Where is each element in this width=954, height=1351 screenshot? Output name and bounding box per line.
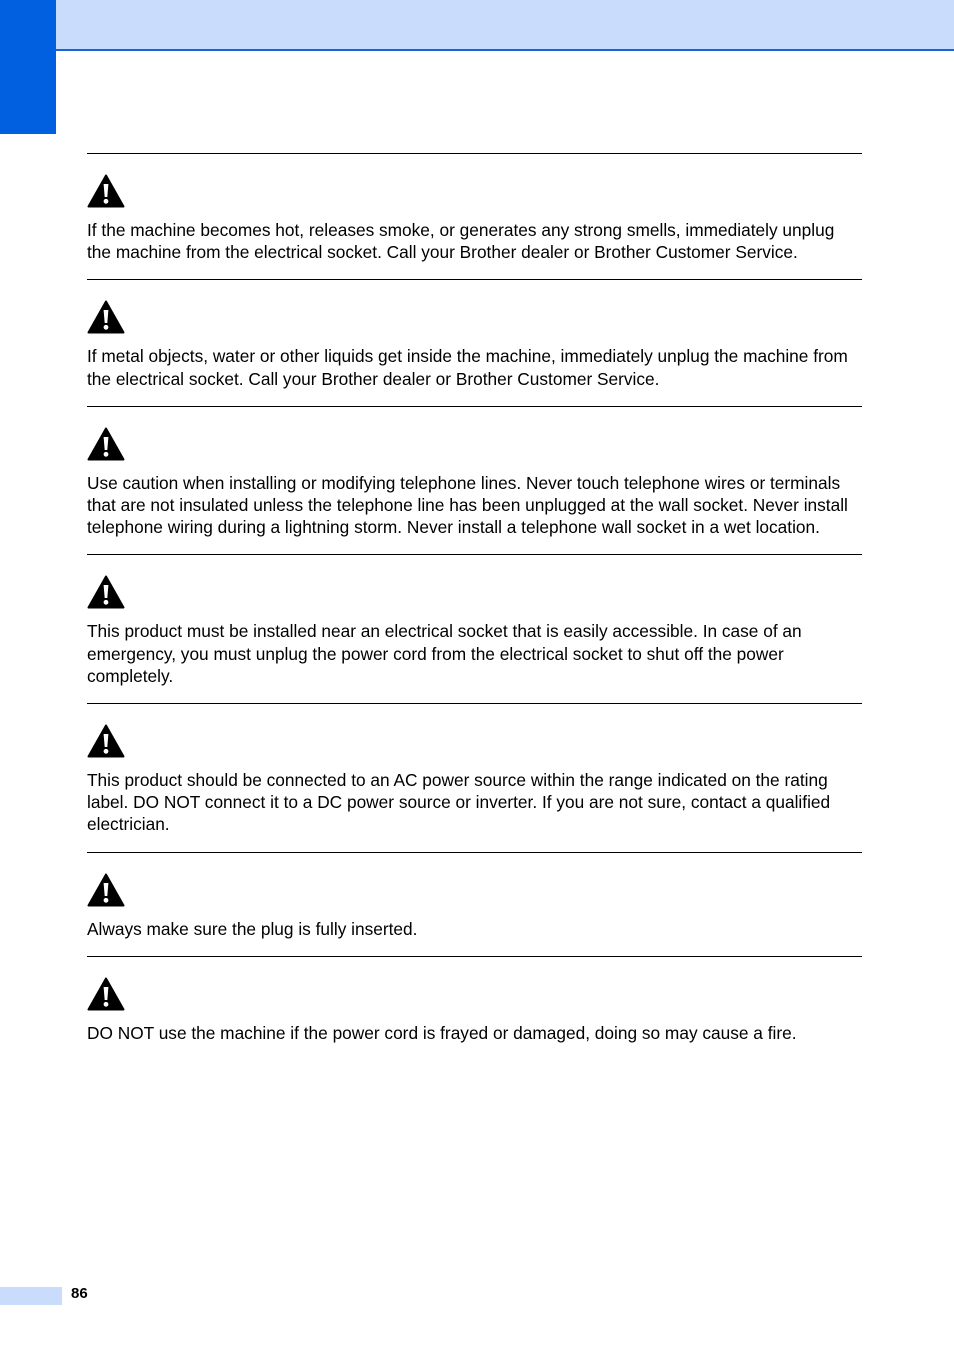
warning-triangle-icon: [87, 575, 125, 609]
warning-list: [87, 153, 862, 1044]
warning-text: DO NOT use the machine if the power cord is frayed or damaged, doing so may cause a fire.: [87, 1022, 797, 1043]
footer-band: [0, 1287, 62, 1305]
warning-triangle-icon: [87, 724, 125, 758]
header-band: [0, 0, 954, 51]
warning-item: [87, 153, 862, 279]
warning-triangle-icon: [87, 873, 125, 907]
warning-item: [87, 703, 862, 852]
chapter-side-tab: [0, 0, 56, 134]
warning-text: If the machine becomes hot, releases smoke, or generates any strong smells, immediately unplug the machine from the electrical socket. Call your Brother dealer or Brother Customer Service.: [87, 220, 835, 263]
warning-text: Always make sure the plug is fully inserted.: [87, 918, 418, 939]
warning-item: [87, 406, 862, 555]
warning-text: This product must be installed near an electrical socket that is easily accessible. In case of an emergency, you must unplug the power cord from the electrical socket to shut off the power completely.: [87, 621, 802, 686]
warning-triangle-icon: [87, 427, 125, 461]
warning-triangle-icon: [87, 300, 125, 334]
warning-item: [87, 554, 862, 703]
warning-triangle-icon: [87, 977, 125, 1011]
warning-text: If metal objects, water or other liquids get inside the machine, immediately unplug the machine from the electrical socket. Call your Brother dealer or Brother Customer Service.: [87, 346, 848, 389]
warning-item: [87, 956, 862, 1044]
page-number: 86: [71, 1285, 88, 1302]
warning-item: [87, 852, 862, 956]
warning-text: Use caution when installing or modifying telephone lines. Never touch telephone wires or terminals that are not insulated unless the telephone line has been unplugged at the wall socket. Never install telephone wiring during a lightning storm. Never install a telephone wall socket in a wet location.: [87, 472, 848, 538]
warning-item: [87, 279, 862, 405]
warning-triangle-icon: [87, 174, 125, 208]
warning-text: This product should be connected to an AC power source within the range indicated on the rating label. DO NOT connect it to a DC power source or inverter. If you are not sure, contact a qualified electrician.: [87, 770, 831, 835]
